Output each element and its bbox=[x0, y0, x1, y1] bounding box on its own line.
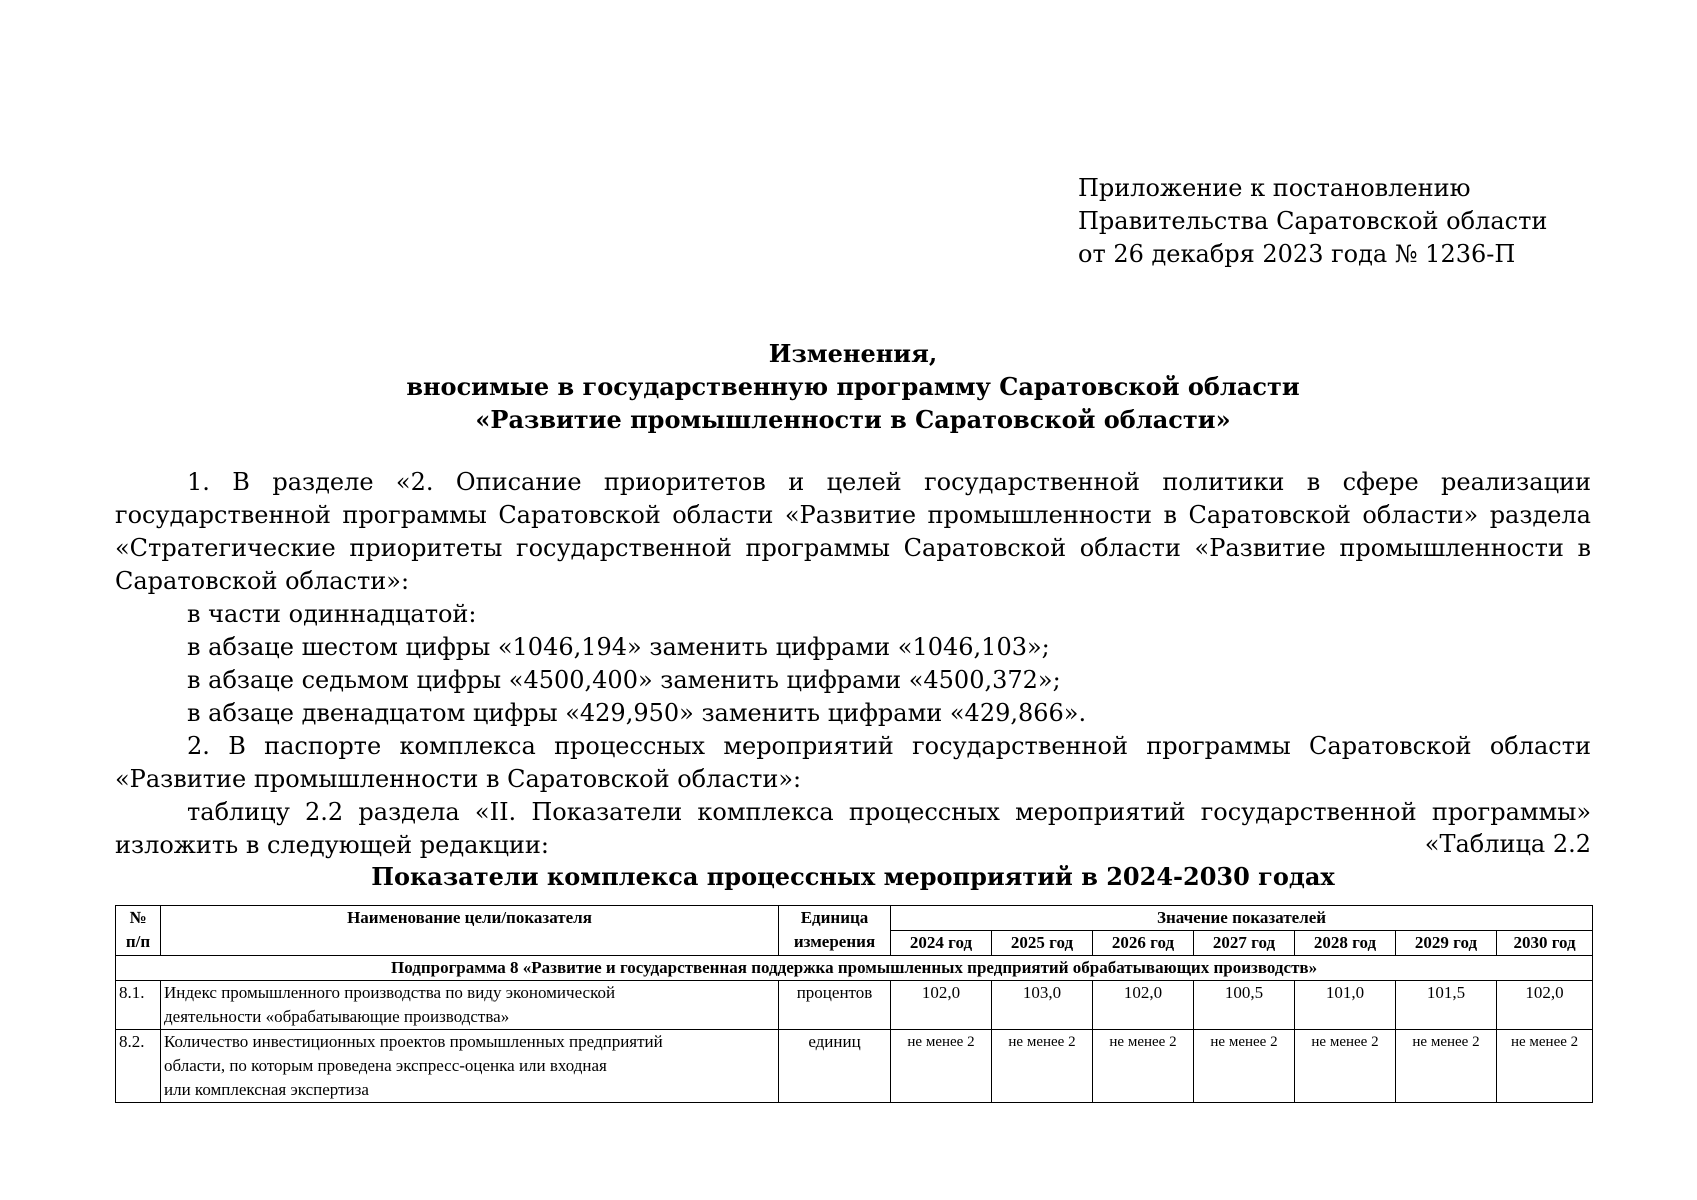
row-value: не менее 2 bbox=[1295, 1030, 1396, 1103]
row-value: не менее 2 bbox=[992, 1030, 1093, 1103]
row-value: не менее 2 bbox=[1396, 1030, 1497, 1103]
table-row bbox=[116, 1030, 1593, 1103]
row-name-line: Индекс промышленного производства по виду экономической bbox=[164, 983, 616, 1002]
row-value: 100,5 bbox=[1194, 981, 1295, 1030]
row-value: 103,0 bbox=[992, 981, 1093, 1030]
col-header-year: 2024 год bbox=[891, 931, 992, 956]
col-header-year: 2030 год bbox=[1497, 931, 1593, 956]
paragraph: в части одиннадцатой: bbox=[187, 600, 477, 628]
row-value: 101,0 bbox=[1295, 981, 1396, 1030]
row-value: 102,0 bbox=[1497, 981, 1593, 1030]
col-header-year: 2028 год bbox=[1295, 931, 1396, 956]
annex-block bbox=[1078, 172, 1638, 271]
row-value: 102,0 bbox=[891, 981, 992, 1030]
row-value: 101,5 bbox=[1396, 981, 1497, 1030]
paragraph: 2. В паспорте комплекса процессных мероприятий государственной программы Саратовской области «Развитие промышленности в Саратовской области»: bbox=[115, 732, 1591, 793]
table-reference: «Таблица 2.2 bbox=[1424, 830, 1591, 858]
col-header-year: 2029 год bbox=[1396, 931, 1497, 956]
row-name-line: или комплексная экспертиза bbox=[164, 1080, 369, 1099]
document-title bbox=[115, 337, 1591, 436]
row-number: 8.1. bbox=[116, 981, 161, 1030]
header-row bbox=[116, 906, 1593, 931]
header-text: Единица bbox=[800, 908, 869, 927]
title-line: «Развитие промышленности в Саратовской области» bbox=[475, 405, 1231, 434]
subprogram-title: Подпрограмма 8 «Развитие и государственная поддержка промышленных предприятий обрабатывающих производств» bbox=[116, 956, 1593, 981]
row-name-line: деятельности «обрабатывающие производства» bbox=[164, 1007, 510, 1026]
title-line: вносимые в государственную программу Саратовской области bbox=[406, 372, 1300, 401]
title-line: Изменения, bbox=[768, 339, 938, 368]
paragraph: в абзаце седьмом цифры «4500,400» заменить цифрами «4500,372»; bbox=[187, 666, 1061, 694]
col-header-year: 2027 год bbox=[1194, 931, 1295, 956]
paragraph: в абзаце двенадцатом цифры «429,950» заменить цифрами «429,866». bbox=[187, 699, 1087, 727]
col-header-year: 2026 год bbox=[1093, 931, 1194, 956]
row-unit: единиц bbox=[779, 1030, 891, 1103]
annex-line: Правительства Саратовской области bbox=[1078, 207, 1548, 235]
row-value: не менее 2 bbox=[891, 1030, 992, 1103]
annex-line: Приложение к постановлению bbox=[1078, 174, 1471, 202]
row-unit: процентов bbox=[779, 981, 891, 1030]
row-name bbox=[161, 981, 779, 1030]
col-header-number bbox=[116, 906, 161, 956]
paragraph: в абзаце шестом цифры «1046,194» заменить цифрами «1046,103»; bbox=[187, 633, 1050, 661]
row-value: 102,0 bbox=[1093, 981, 1194, 1030]
table-title: Показатели комплекса процессных мероприятий в 2024-2030 годах bbox=[371, 862, 1335, 891]
header-text: п/п bbox=[125, 932, 151, 951]
paragraph: 1. В разделе «2. Описание приоритетов и целей государственной политики в сфере реализации государственной программы Саратовской области «Развитие промышленности в Саратовской области» раздела «Стратегические приоритеты государственной программы Саратовской области «Развитие промышленности в Саратовской области»: bbox=[115, 468, 1591, 595]
col-header-values: Значение показателей bbox=[891, 906, 1593, 931]
row-value: не менее 2 bbox=[1093, 1030, 1194, 1103]
header-text: № bbox=[129, 908, 147, 927]
indicators-table bbox=[115, 905, 1593, 1103]
row-number: 8.2. bbox=[116, 1030, 161, 1103]
row-name-line: области, по которым проведена экспресс-оценка или входная bbox=[164, 1056, 607, 1075]
row-name-line: Количество инвестиционных проектов промышленных предприятий bbox=[164, 1032, 663, 1051]
subprogram-row bbox=[116, 956, 1593, 981]
col-header-year: 2025 год bbox=[992, 931, 1093, 956]
col-header-name: Наименование цели/показателя bbox=[161, 906, 779, 956]
paragraph: таблицу 2.2 раздела «II. Показатели комплекса процессных мероприятий государственной программы» изложить в следующей редакции: bbox=[115, 798, 1591, 859]
row-name bbox=[161, 1030, 779, 1103]
row-value: не менее 2 bbox=[1194, 1030, 1295, 1103]
annex-line: от 26 декабря 2023 года № 1236-П bbox=[1078, 240, 1516, 268]
document-body bbox=[115, 466, 1591, 862]
col-header-unit bbox=[779, 906, 891, 956]
row-value: не менее 2 bbox=[1497, 1030, 1593, 1103]
table-row bbox=[116, 981, 1593, 1030]
header-text: измерения bbox=[793, 932, 876, 951]
